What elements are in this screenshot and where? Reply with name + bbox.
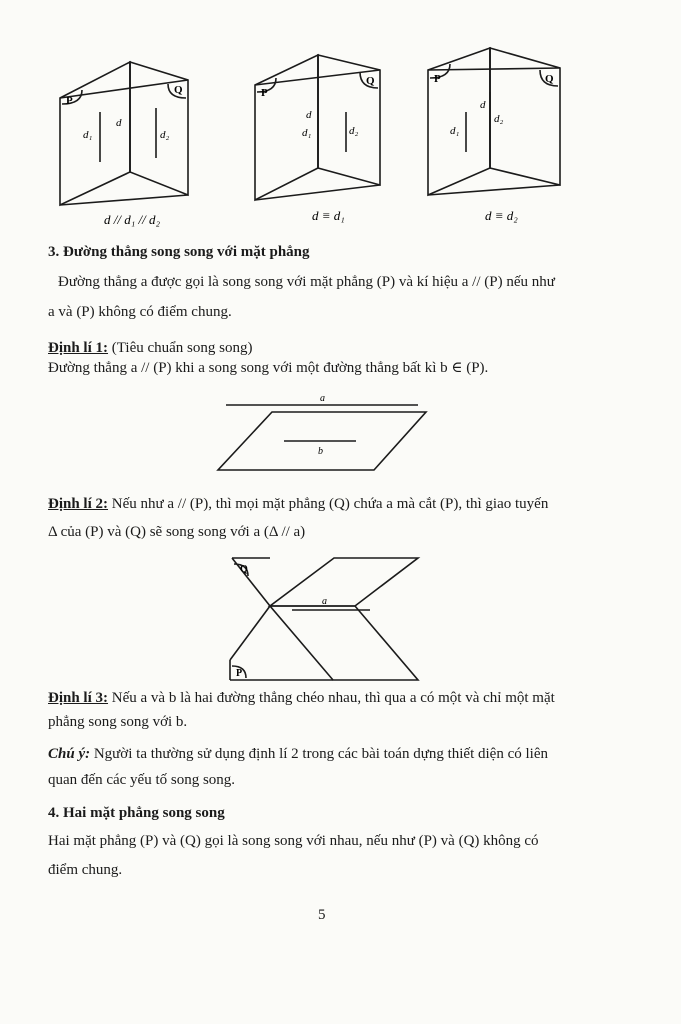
line-d2-label-2: d₂ xyxy=(349,125,359,137)
plane-q-label-3: Q xyxy=(545,73,554,85)
note-line2: quan đến các yếu tố song song. xyxy=(48,772,236,788)
page-number: 5 xyxy=(318,907,326,923)
theorem-3-body: Nếu a và b là hai đường thẳng chéo nhau, thì qua a có một và chỉ một mặt xyxy=(108,690,555,706)
line-b-label: b xyxy=(318,446,323,457)
theorem-2-line2: Δ của (P) và (Q) sẽ song song với a (Δ // a) xyxy=(48,524,306,540)
line-d1-label-2: d₁ xyxy=(302,127,312,139)
figure-3-coincident-lines xyxy=(428,48,560,195)
note-label: Chú ý: xyxy=(48,746,91,762)
figure-2-caption: d ≡ d₁ xyxy=(312,208,345,223)
plane-p-label-fold: P xyxy=(236,668,243,679)
theorem-3-line2: phẳng song song với b. xyxy=(48,714,188,730)
section-3-heading: 3. Đường thẳng song song với mặt phẳng xyxy=(48,244,310,260)
line-a-label-fold: a xyxy=(322,596,327,607)
section-4-heading: 4. Hai mặt phẳng song song xyxy=(48,805,225,821)
section-4-line1: Hai mặt phẳng (P) và (Q) gọi là song song với nhau, nếu như (P) và (Q) không có xyxy=(48,833,539,849)
plane-p-label: P xyxy=(66,95,73,107)
figure-1-parallel-lines xyxy=(60,62,188,205)
plane-q-label: Q xyxy=(174,84,183,96)
plane-p-label-3: P xyxy=(434,73,441,85)
figure-1-caption: d // d₁ // d₂ xyxy=(104,212,160,227)
line-d2-label-3: d₂ xyxy=(494,113,504,125)
theorem-1-title: (Tiêu chuẩn song song) xyxy=(108,340,253,356)
theorem-3-line1 xyxy=(48,688,638,708)
figure-parallel-plane xyxy=(0,390,681,485)
plane-q-label-2: Q xyxy=(366,75,375,87)
theorem-2-line1 xyxy=(48,494,638,514)
plane-q-label-fold: Q xyxy=(240,564,248,575)
theorem-1-body: Đường thẳng a // (P) khi a song song với một đường thẳng bất kì b ∈ (P). xyxy=(48,360,489,376)
line-d-label: d xyxy=(116,117,122,129)
figure-2-coincident-lines xyxy=(255,55,380,200)
theorem-2-label: Định lí 2: xyxy=(48,496,109,512)
line-d-label-3: d xyxy=(480,99,486,111)
plane-p-label-2: P xyxy=(261,87,268,99)
theorem-2-body: Nếu như a // (P), thì mọi mặt phẳng (Q) chứa a mà cắt (P), thì giao tuyến xyxy=(108,496,549,512)
section-3-paragraph-line1: Đường thẳng a được gọi là song song với mặt phẳng (P) và kí hiệu a // (P) nếu như xyxy=(58,274,555,290)
line-a-label: a xyxy=(320,393,325,404)
section-4-line2: điểm chung. xyxy=(48,862,123,878)
figure-folded-planes xyxy=(0,548,681,683)
theorem-3-label: Định lí 3: xyxy=(48,690,109,706)
line-d2-label: d₂ xyxy=(160,129,170,141)
top-figures xyxy=(0,0,681,240)
section-3-paragraph-line2: a và (P) không có điểm chung. xyxy=(48,304,232,320)
theorem-1-label: Định lí 1: xyxy=(48,340,109,356)
figure-3-caption: d ≡ d₂ xyxy=(485,208,518,223)
note-body: Người ta thường sử dụng định lí 2 trong các bài toán dựng thiết diện có liên xyxy=(90,746,548,762)
note-line1 xyxy=(48,744,638,764)
line-d1-label-3: d₁ xyxy=(450,125,460,137)
line-d1-label: d₁ xyxy=(83,129,93,141)
line-d-label-2: d xyxy=(306,109,312,121)
theorem-1-heading xyxy=(48,338,638,358)
